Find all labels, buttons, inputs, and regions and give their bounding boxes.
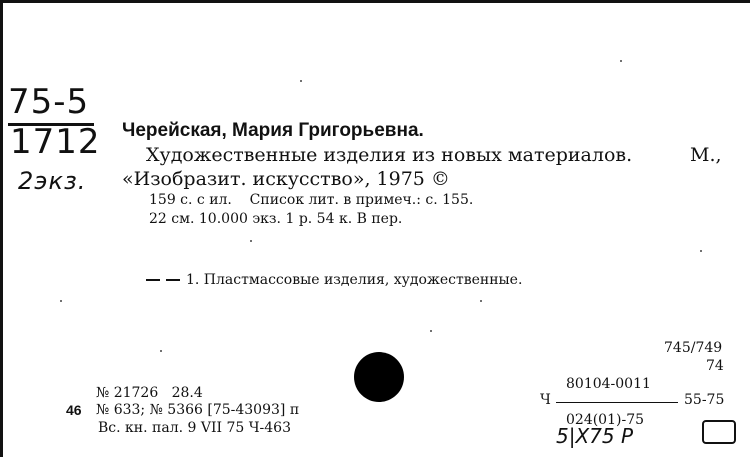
handwritten-code-bottom: 1712 [10, 122, 101, 162]
subject-heading [146, 272, 522, 288]
speck [300, 80, 302, 82]
speck [160, 350, 162, 352]
handwritten-copies: 2экз. [18, 167, 87, 195]
classification-code: 80104-0011 [566, 376, 651, 392]
udc-index: 745/749 [664, 340, 723, 356]
registry-line-3: Вс. кн. пал. 9 VII 75 Ч-463 [98, 420, 291, 436]
speck [60, 300, 62, 302]
handwritten-code-top: 75-5 [8, 82, 90, 122]
registry-number: 46 [66, 402, 82, 418]
udc-sub-index: 74 [706, 358, 724, 374]
fraction-right: 55-75 [684, 392, 725, 408]
speck [250, 240, 252, 242]
fraction-line [556, 402, 678, 403]
speck [700, 250, 702, 252]
speck [480, 300, 482, 302]
entry-place: М., [690, 144, 722, 166]
subject-text: 1. Пластмассовые изделия, художественные. [186, 272, 523, 288]
registry-line-2: № 633; № 5366 [75-43093] п [96, 402, 300, 418]
entry-publisher: «Изобразит. искусство», 1975 © [122, 168, 450, 190]
handwritten-bottom-note: 5|Х75 Р [556, 424, 634, 448]
card-top-edge [0, 0, 750, 3]
registry-line-1: № 21726 28.4 [96, 385, 203, 401]
handwritten-box-mark [702, 420, 736, 444]
speck [620, 60, 622, 62]
card-left-edge [0, 0, 3, 457]
entry-title: Художественные изделия из новых материалов. [146, 144, 633, 166]
entry-size-price: 22 см. 10.000 экз. 1 р. 54 к. В пер. [149, 211, 403, 227]
classification-letter: Ч [540, 392, 551, 408]
entry-author: Черейская, Мария Григорьевна. [122, 120, 424, 141]
dash-mark [146, 279, 160, 281]
dash-mark [166, 279, 180, 281]
entry-physical-description: 159 с. с ил. Список лит. в примеч.: с. 155. [149, 192, 474, 208]
speck [430, 330, 432, 332]
punch-hole [354, 352, 404, 402]
fraction-bottom: 024(01)-75 [566, 412, 645, 428]
